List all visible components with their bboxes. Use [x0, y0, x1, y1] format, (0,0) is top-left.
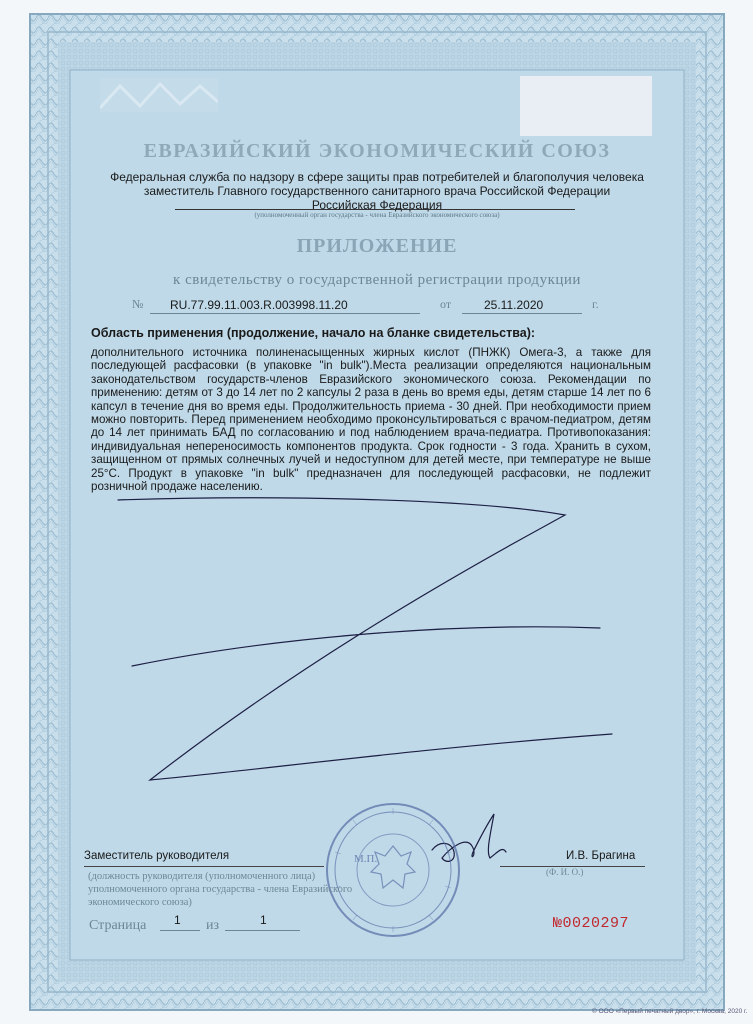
position-caption: (должность руководителя (уполномоченного лица) уполномоченного органа государства - члена Евразийского экономического союза)	[88, 871, 353, 908]
signatory-name: И.В. Брагина	[566, 850, 636, 862]
title-underline	[84, 866, 324, 867]
name-caption: (Ф. И. О.)	[546, 867, 584, 877]
stamp-mp-mark: М.П.	[354, 853, 378, 865]
printer-imprint: © ООО «Первый печатный двор», г. Москва, 2020 г.	[592, 1008, 748, 1015]
page-of-label: из	[206, 918, 220, 933]
agency-line-2: заместитель Главного государственного санитарного врача Российской Федерации	[143, 184, 611, 198]
agency-caption: (уполномоченный орган государства - члена Евразийского экономического союза)	[254, 211, 500, 219]
page-current: 1	[174, 913, 181, 927]
signatory-title: Заместитель руководителя	[84, 850, 230, 862]
page-current-underline	[160, 930, 200, 931]
union-title: ЕВРАЗИЙСКИЙ ЭКОНОМИЧЕСКИЙ СОЮЗ	[143, 140, 611, 162]
page-total-underline	[225, 930, 300, 931]
registration-date: 25.11.2020	[484, 298, 544, 312]
year-suffix: г.	[592, 297, 599, 311]
scope-body: дополнительного источника полиненасыщенных жирных кислот (ПНЖК) Омега-3, а также для последующей расфасовки (в упаковке "in bulk").Места реализации определяются национальным законодательством государств-членов Евразийского экономического союза. Рекомендации по применению: детям от 3 до 14 лет по 2 капсулы 2 раза в день во время еды, детям старше 14 лет по 6 капсул в течение дня во время еды. Продолжительность приема - 30 дней. При необходимости прием можно повторить. Перед применением необходимо проконсультироваться с врачом-педиатром, детям до 14 лет принимать БАД по согласованию и под наблюдением врача-педиатра. Противопоказания: индивидуальная непереносимость компонентов продукта. Срок годности - 3 года. Хранить в сухом, защищенном от прямых солнечных лучей и недоступном для детей месте, при температуре не выше 25°С. Продукт в упаковке "in bulk" предназначен для последующей расфасовки, не подлежит розничной продаже населению.	[91, 346, 651, 494]
number-sign: №	[132, 297, 144, 311]
agency-line-1: Федеральная служба по надзору в сфере защиты прав потребителей и благополучия человека	[110, 170, 644, 184]
date-prefix: от	[440, 297, 452, 311]
document-title: ПРИЛОЖЕНИЕ	[296, 235, 458, 257]
page-label: Страница	[89, 918, 147, 933]
registration-number: RU.77.99.11.003.R.003998.11.20	[170, 298, 348, 312]
serial-number: №0020297	[553, 915, 630, 932]
document-subtitle: к свидетельству о государственной регистрации продукции	[173, 272, 581, 288]
z-strike-line	[118, 498, 612, 780]
scope-heading: Область применения (продолжение, начало на бланке свидетельства):	[91, 326, 536, 340]
page-total: 1	[260, 913, 267, 927]
agency-line-3: Российская Федерация	[311, 198, 443, 212]
